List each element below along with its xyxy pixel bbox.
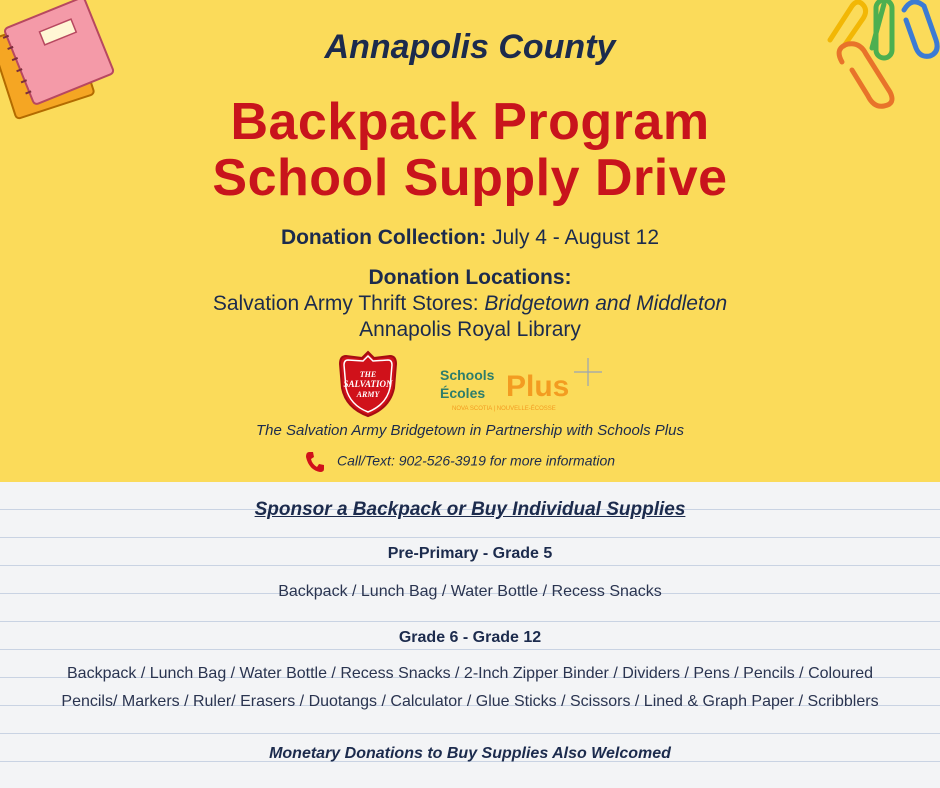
donation-collection — [0, 226, 940, 250]
schools-plus-logo — [438, 358, 610, 414]
contact-text: Call/Text: 902-526-3919 for more information — [337, 452, 616, 469]
schools-plus-word: Plus — [506, 370, 570, 403]
donation-location-2: Annapolis Royal Library — [359, 318, 581, 341]
group1-items: Backpack / Lunch Bag / Water Bottle / Recess Snacks — [278, 583, 662, 600]
contact-line — [305, 451, 615, 473]
schools-plus-fr: Écoles — [440, 385, 486, 401]
group2-items-line1: Backpack / Lunch Bag / Water Bottle / Recess Snacks / 2-Inch Zipper Binder / Dividers / Pens / Pencils / Coloured — [67, 665, 873, 682]
main-title-line1: Backpack Program — [230, 93, 710, 151]
sa-logo-line2: SALVATION — [343, 379, 393, 389]
schools-plus-tagline: NOVA SCOTIA | NOUVELLE-ÉCOSSE — [452, 406, 556, 412]
sa-logo-line1: THE — [359, 370, 377, 379]
donation-locations-label: Donation Locations: — [368, 266, 572, 289]
sparkle-icon — [574, 358, 602, 386]
donation-location-1 — [0, 292, 940, 316]
salvation-army-logo — [338, 350, 398, 418]
schools-plus-en: Schools — [440, 367, 495, 383]
sa-logo-line3: ARMY — [356, 390, 380, 399]
county-title: Annapolis County — [324, 28, 616, 66]
donation-collection-label: Donation Collection: — [280, 226, 487, 249]
monetary-note: Monetary Donations to Buy Supplies Also Welcomed — [269, 745, 671, 762]
group2-items-line2: Pencils/ Markers / Ruler/ Erasers / Duotangs / Calculator / Glue Sticks / Scissors / Lined & Graph Paper / Scribblers — [61, 693, 879, 710]
location-1-prefix: Salvation Army Thrift Stores: — [212, 292, 485, 315]
partnership-note: The Salvation Army Bridgetown in Partnership with Schools Plus — [256, 422, 684, 439]
phone-icon — [305, 451, 325, 473]
supplies-heading: Sponsor a Backpack or Buy Individual Supplies — [254, 499, 686, 520]
donation-collection-dates: July 4 - August 12 — [486, 226, 660, 249]
group1-title: Pre-Primary - Grade 5 — [387, 545, 553, 562]
location-1-towns: Bridgetown and Middleton — [484, 292, 728, 315]
main-title-line2: School Supply Drive — [212, 149, 728, 207]
group2-title: Grade 6 - Grade 12 — [398, 629, 542, 646]
